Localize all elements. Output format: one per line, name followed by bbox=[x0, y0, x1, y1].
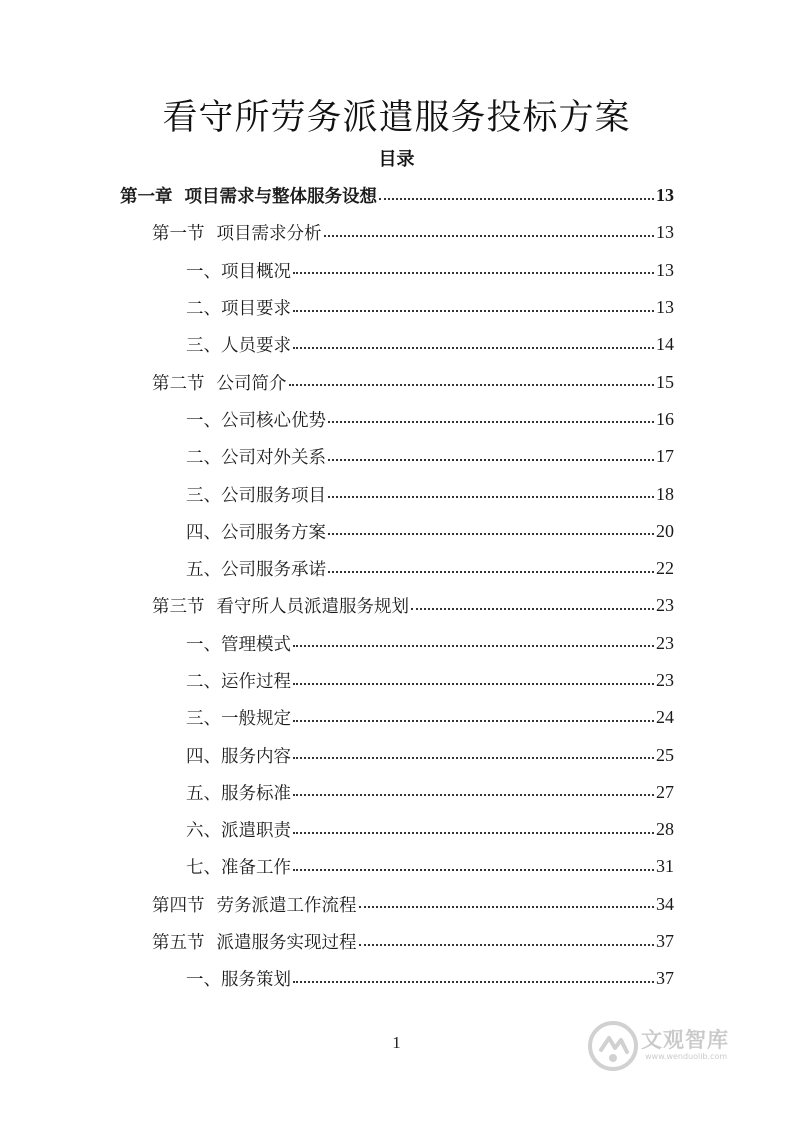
dot-leader bbox=[379, 198, 654, 200]
toc-entry-number: 第五节 bbox=[152, 933, 205, 954]
dot-leader bbox=[328, 459, 654, 461]
toc-entry-number: 一、 bbox=[186, 970, 221, 991]
toc-entry-title: 人员要求 bbox=[221, 336, 291, 357]
watermark-name: 文观智库 bbox=[641, 1028, 729, 1052]
toc-entry[interactable] bbox=[0, 848, 793, 885]
dot-leader bbox=[293, 757, 654, 759]
dot-leader bbox=[359, 906, 655, 908]
toc-entry-title: 项目要求 bbox=[221, 299, 291, 320]
dot-leader bbox=[324, 235, 655, 237]
toc-entry-title: 派遣职责 bbox=[221, 821, 291, 842]
dot-leader bbox=[411, 608, 654, 610]
toc-entry-label bbox=[186, 482, 326, 507]
toc-entry-page: 37 bbox=[656, 931, 674, 952]
toc-entry[interactable] bbox=[0, 736, 793, 773]
page-number: 1 bbox=[392, 1033, 401, 1052]
toc-entry-title: 公司核心优势 bbox=[221, 410, 326, 431]
toc-entry-page: 14 bbox=[656, 334, 674, 355]
toc-entry-number: 一、 bbox=[186, 634, 221, 655]
toc-entry[interactable] bbox=[0, 438, 793, 475]
toc-entry-page: 31 bbox=[656, 856, 674, 877]
dot-leader bbox=[289, 384, 655, 386]
watermark bbox=[587, 1018, 767, 1078]
toc-entry[interactable] bbox=[0, 625, 793, 662]
toc-entry-number: 第二节 bbox=[152, 373, 205, 394]
dot-leader bbox=[293, 832, 654, 834]
toc-entry-page: 13 bbox=[656, 297, 674, 318]
toc-entry-label bbox=[186, 556, 326, 581]
toc-entry-title: 服务内容 bbox=[221, 746, 291, 767]
toc-entry-number: 六、 bbox=[186, 821, 221, 842]
toc-entry[interactable] bbox=[0, 587, 793, 624]
toc-entry-label bbox=[186, 631, 291, 656]
toc-entry-number: 一、 bbox=[186, 410, 221, 431]
toc-entry-page: 18 bbox=[656, 483, 674, 504]
toc-entry-title: 公司服务承诺 bbox=[221, 560, 326, 581]
dot-leader bbox=[293, 645, 654, 647]
toc-entry-number: 一、 bbox=[186, 261, 221, 282]
dot-leader bbox=[328, 421, 654, 423]
toc-entry[interactable] bbox=[0, 401, 793, 438]
dot-leader bbox=[328, 571, 654, 573]
toc-entry-number: 三、 bbox=[186, 336, 221, 357]
toc-entry-page: 23 bbox=[656, 595, 674, 616]
dot-leader bbox=[293, 310, 654, 312]
toc-entry[interactable] bbox=[0, 550, 793, 587]
toc-entry-title: 一般规定 bbox=[221, 709, 291, 730]
toc-entry-label bbox=[152, 593, 409, 618]
toc-entry-title: 公司服务项目 bbox=[221, 485, 326, 506]
toc-entry[interactable] bbox=[0, 214, 793, 251]
toc-entry-page: 28 bbox=[656, 819, 674, 840]
toc-entry-label bbox=[186, 519, 326, 544]
toc-entry-title: 项目概况 bbox=[221, 261, 291, 282]
watermark-url: www.wenduolib.com bbox=[645, 1052, 728, 1061]
toc-entry-title: 服务策划 bbox=[221, 970, 291, 991]
toc-entry-page: 37 bbox=[656, 968, 674, 989]
toc-entry-page: 24 bbox=[656, 707, 674, 728]
toc-entry-page: 15 bbox=[656, 371, 674, 392]
toc-entry[interactable] bbox=[0, 886, 793, 923]
toc-entry[interactable] bbox=[0, 252, 793, 289]
toc-entry-number: 二、 bbox=[186, 672, 221, 692]
toc-entry-label bbox=[186, 854, 291, 879]
dot-leader bbox=[293, 794, 654, 796]
toc-entry[interactable] bbox=[0, 513, 793, 550]
toc-entry-page: 20 bbox=[656, 520, 674, 541]
toc-entry-page: 13 bbox=[656, 185, 674, 206]
toc-entry-page: 22 bbox=[656, 558, 674, 579]
toc-entry-label bbox=[186, 444, 326, 469]
toc-entry-number: 三、 bbox=[186, 709, 221, 730]
dot-leader bbox=[293, 720, 654, 722]
toc-entry-number: 五、 bbox=[186, 560, 221, 581]
toc-entry-number: 第三节 bbox=[152, 597, 205, 618]
toc-entry-number: 四、 bbox=[186, 746, 221, 767]
toc-entry-title: 公司对外关系 bbox=[221, 448, 326, 469]
toc-entry-label bbox=[120, 183, 377, 208]
toc-entry-number: 七、 bbox=[186, 858, 221, 879]
toc-entry-page: 17 bbox=[656, 446, 674, 467]
dot-leader bbox=[293, 869, 654, 871]
toc-entry-page: 27 bbox=[656, 781, 674, 802]
toc-entry-page: 23 bbox=[656, 632, 674, 653]
toc-entry-number: 第四节 bbox=[152, 895, 205, 916]
toc-entry-title: 看守所人员派遣服务规划 bbox=[216, 597, 409, 618]
toc-entry[interactable] bbox=[0, 811, 793, 848]
toc-entry-number: 四、 bbox=[186, 522, 221, 543]
toc-entry-label bbox=[152, 892, 357, 917]
dot-leader bbox=[293, 272, 654, 274]
toc-entry-label bbox=[186, 743, 291, 768]
toc-entry[interactable] bbox=[0, 960, 793, 997]
toc-entry-title: 管理模式 bbox=[221, 634, 291, 655]
toc-entry-title: 项目需求分析 bbox=[216, 224, 322, 245]
toc-entry-label bbox=[186, 258, 291, 283]
toc-entry-page: 25 bbox=[656, 744, 674, 765]
toc-entry-title: 劳务派遣工作流程 bbox=[216, 895, 357, 916]
toc-entry-label bbox=[152, 220, 322, 245]
toc-entry[interactable] bbox=[0, 289, 793, 326]
dot-leader bbox=[328, 533, 654, 535]
toc-entry-number: 二、 bbox=[186, 448, 221, 469]
dot-leader bbox=[359, 944, 655, 946]
toc-entry-number: 二、 bbox=[186, 299, 221, 320]
toc-entry-label bbox=[186, 668, 291, 693]
toc-entry[interactable] bbox=[0, 363, 793, 400]
dot-leader bbox=[293, 981, 654, 983]
toc-entry-page: 23 bbox=[656, 670, 674, 690]
toc-entry-page: 16 bbox=[656, 408, 674, 429]
toc-entry-label bbox=[186, 780, 291, 805]
toc-entry-title: 运作过程 bbox=[221, 672, 291, 692]
dot-leader bbox=[293, 347, 654, 349]
toc-entry[interactable] bbox=[0, 326, 793, 363]
dot-leader bbox=[293, 683, 654, 685]
toc-entry-page: 13 bbox=[656, 222, 674, 243]
wenduo-logo-icon bbox=[587, 1020, 639, 1072]
toc-entry-number: 第一章 bbox=[120, 187, 173, 208]
toc-entry[interactable] bbox=[0, 475, 793, 512]
toc-entry-number: 三、 bbox=[186, 485, 221, 506]
table-of-contents bbox=[0, 177, 793, 998]
dot-leader bbox=[328, 496, 654, 498]
toc-entry-title: 准备工作 bbox=[221, 858, 291, 879]
toc-entry[interactable] bbox=[0, 177, 793, 214]
toc-entry-title: 服务标准 bbox=[221, 783, 291, 804]
toc-entry-label bbox=[186, 966, 291, 991]
toc-entry-title: 公司服务方案 bbox=[221, 522, 326, 543]
toc-entry-label bbox=[186, 817, 291, 842]
toc-entry[interactable] bbox=[0, 923, 793, 960]
toc-entry-label bbox=[152, 370, 287, 395]
toc-entry-page: 13 bbox=[656, 259, 674, 280]
toc-entry-label bbox=[186, 407, 326, 432]
toc-heading: 目录 bbox=[378, 149, 415, 170]
toc-entry[interactable] bbox=[0, 774, 793, 811]
toc-entry-title: 公司简介 bbox=[216, 373, 287, 394]
toc-entry-label bbox=[152, 929, 357, 954]
toc-entry-number: 五、 bbox=[186, 783, 221, 804]
toc-entry[interactable] bbox=[0, 662, 793, 699]
toc-entry-page: 34 bbox=[656, 893, 674, 914]
toc-entry-title: 项目需求与整体服务设想 bbox=[184, 187, 377, 208]
toc-entry-label bbox=[186, 295, 291, 320]
toc-entry-title: 派遣服务实现过程 bbox=[216, 933, 357, 954]
document-title: 看守所劳务派遣服务投标方案 bbox=[162, 98, 631, 138]
toc-entry-label bbox=[186, 332, 291, 357]
toc-entry-label bbox=[186, 705, 291, 730]
toc-entry-number: 第一节 bbox=[152, 224, 205, 245]
toc-entry[interactable] bbox=[0, 699, 793, 736]
